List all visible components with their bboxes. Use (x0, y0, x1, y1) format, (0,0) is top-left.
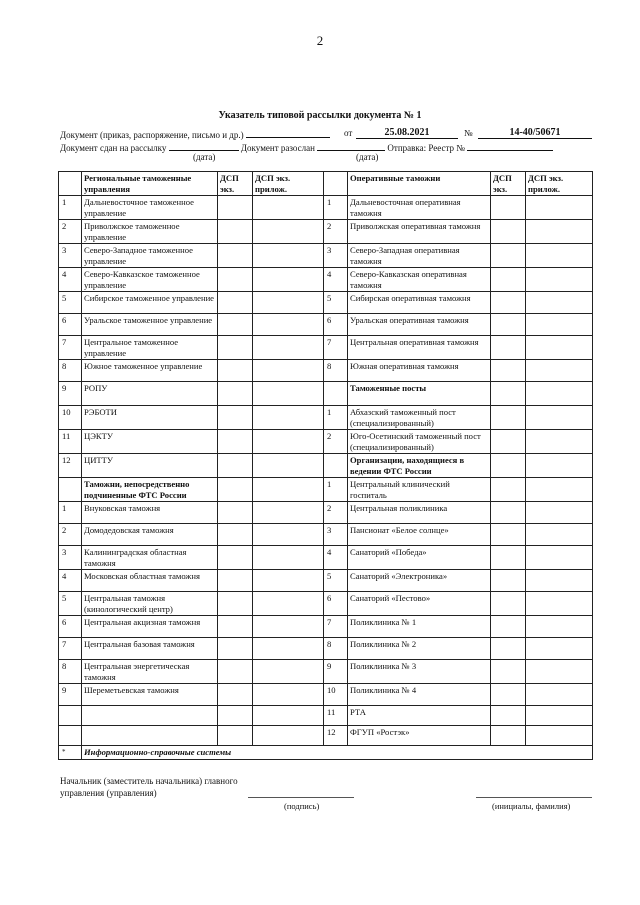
right-dsp-cell (491, 684, 526, 706)
left-row-number: 3 (59, 244, 82, 268)
table-row (59, 502, 593, 524)
sent-date-field (169, 141, 239, 151)
signatory-position: Начальник (заместитель начальника) главного управления (управления) (60, 776, 238, 798)
left-row-number: 2 (59, 524, 82, 546)
left-dsp-cell (218, 454, 253, 478)
left-row-number (59, 726, 82, 746)
right-dsp-appendix-cell (526, 524, 593, 546)
right-row-name: Уральская оперативная таможня (348, 314, 491, 336)
right-dsp-appendix-cell (526, 292, 593, 314)
right-row-name: Северо-Западная оперативная таможня (348, 244, 491, 268)
left-dsp-appendix-cell (253, 726, 324, 746)
right-dsp-cell (491, 454, 526, 478)
left-row-name: Калининградская областная таможня (82, 546, 218, 570)
right-dsp-cell (491, 268, 526, 292)
left-dsp-cell (218, 706, 253, 726)
left-dsp-appendix-cell (253, 244, 324, 268)
left-row-name: Северо-Западное таможенное управление (82, 244, 218, 268)
table-row (59, 592, 593, 616)
right-row-name: Санаторий «Электроника» (348, 570, 491, 592)
table-header-row (59, 172, 593, 196)
left-dsp-cell (218, 244, 253, 268)
right-row-name: Приволжская оперативная таможня (348, 220, 491, 244)
table-row (59, 684, 593, 706)
left-row-number: 7 (59, 638, 82, 660)
left-row-number: 11 (59, 430, 82, 454)
right-row-name: Центральный клинический госпиталь (348, 478, 491, 502)
left-row-name: Южное таможенное управление (82, 360, 218, 382)
left-name-header: Региональные таможенные управления (82, 172, 218, 196)
table-row (59, 524, 593, 546)
document-title: Указатель типовой рассылки документа № 1 (218, 110, 422, 121)
page-number: 2 (316, 33, 324, 48)
right-dsp-cell (491, 406, 526, 430)
left-dsp-appendix-cell (253, 660, 324, 684)
left-row-number: 4 (59, 570, 82, 592)
right-row-number: 6 (324, 592, 348, 616)
right-row-name: Дальневосточная оперативная таможня (348, 196, 491, 220)
table-row (59, 382, 593, 406)
left-dsp-cell (218, 616, 253, 638)
right-row-number: 1 (324, 478, 348, 502)
left-row-number: 7 (59, 336, 82, 360)
left-row-name: Приволжское таможенное управление (82, 220, 218, 244)
left-dsp-cell (218, 660, 253, 684)
right-row-number: 8 (324, 638, 348, 660)
right-name-header: Оперативные таможни (348, 172, 491, 196)
right-row-name: Пансионат «Белое солнце» (348, 524, 491, 546)
left-row-name: ЦИТТУ (82, 454, 218, 478)
left-dsp-appendix-cell (253, 406, 324, 430)
right-dsp-cell (491, 660, 526, 684)
left-dsp-cell (218, 638, 253, 660)
left-dsp-cell (218, 220, 253, 244)
right-row-number: 4 (324, 546, 348, 570)
table-row (59, 314, 593, 336)
right-row-name: Центральная оперативная таможня (348, 336, 491, 360)
left-dsp-appendix-cell (253, 268, 324, 292)
right-dsp-cell (491, 706, 526, 726)
left-dsp-cell (218, 478, 253, 502)
left-row-number: 8 (59, 360, 82, 382)
right-dsp-appendix-cell (526, 638, 593, 660)
left-row-name: Сибирское таможенное управление (82, 292, 218, 314)
left-dsp-appendix-cell (253, 292, 324, 314)
right-row-name: Таможенные посты (348, 382, 491, 406)
right-row-number: 6 (324, 314, 348, 336)
left-dsp-cell (218, 592, 253, 616)
left-dsp-appendix-cell (253, 454, 324, 478)
left-dsp-header: ДСП экз. (218, 172, 253, 196)
right-dsp-appendix-cell (526, 244, 593, 268)
right-dsp-cell (491, 244, 526, 268)
right-row-name: Поликлиника № 4 (348, 684, 491, 706)
doc-number-field: 14-40/50671 (478, 127, 592, 139)
footnote-text: Информационно-справочные системы (82, 746, 593, 760)
signature-caption: (подпись) (284, 801, 320, 811)
registry-label: Реестр № (428, 143, 465, 153)
right-dsp-appendix-cell (526, 314, 593, 336)
left-dsp-cell (218, 726, 253, 746)
dispatch-label: Отправка: (387, 143, 427, 153)
table-row (59, 638, 593, 660)
distribution-table (58, 171, 593, 760)
left-dsp-cell (218, 430, 253, 454)
table-row (59, 726, 593, 746)
left-row-number: 12 (59, 454, 82, 478)
left-row-name: Дальневосточное таможенное управление (82, 196, 218, 220)
left-row-name (82, 706, 218, 726)
left-dsp-cell (218, 292, 253, 314)
left-row-name: Домодедовская таможня (82, 524, 218, 546)
right-dsp-appendix-cell (526, 726, 593, 746)
right-dsp-appendix-cell (526, 406, 593, 430)
table-row (59, 406, 593, 430)
left-dsp-appendix-cell (253, 684, 324, 706)
right-row-name: Санаторий «Победа» (348, 546, 491, 570)
left-row-name (82, 726, 218, 746)
right-row-number: 2 (324, 220, 348, 244)
right-row-name: РТА (348, 706, 491, 726)
name-caption: (инициалы, фамилия) (492, 801, 571, 811)
date-caption-2: (дата) (356, 152, 379, 162)
right-row-number: 12 (324, 726, 348, 746)
left-dsp-cell (218, 502, 253, 524)
distributed-date-field (317, 141, 385, 151)
right-dsp-cell (491, 196, 526, 220)
left-dsp-cell (218, 336, 253, 360)
right-num-header (324, 172, 348, 196)
left-dsp-cell (218, 268, 253, 292)
right-dsp-cell (491, 360, 526, 382)
left-row-number: 10 (59, 406, 82, 430)
right-dsp-cell (491, 292, 526, 314)
left-row-number (59, 706, 82, 726)
left-row-number: 5 (59, 292, 82, 314)
right-row-number: 3 (324, 244, 348, 268)
left-dsp-appendix-cell (253, 360, 324, 382)
right-dsp-appendix-cell (526, 336, 593, 360)
left-dsp-cell (218, 406, 253, 430)
right-row-name: Поликлиника № 2 (348, 638, 491, 660)
table-row (59, 660, 593, 684)
left-row-name: РЭБОТИ (82, 406, 218, 430)
left-row-number: 2 (59, 220, 82, 244)
left-row-number (59, 478, 82, 502)
left-dsp-appendix-cell (253, 430, 324, 454)
left-dsp-appendix-cell (253, 196, 324, 220)
left-row-name: ЦЭКТУ (82, 430, 218, 454)
table-row (59, 292, 593, 314)
right-dsp-cell (491, 524, 526, 546)
footnote-row (59, 746, 593, 760)
right-dsp-appendix-cell (526, 268, 593, 292)
registry-field (467, 141, 553, 151)
left-dsp-cell (218, 684, 253, 706)
left-dsp-appendix-cell (253, 706, 324, 726)
left-dsp-appendix-cell (253, 314, 324, 336)
right-dsp-appendix-cell (526, 454, 593, 478)
left-row-number: 6 (59, 616, 82, 638)
right-dsp-appendix-cell (526, 546, 593, 570)
left-row-number: 9 (59, 684, 82, 706)
table-row (59, 360, 593, 382)
right-row-number: 2 (324, 430, 348, 454)
left-row-name: Центральное таможенное управление (82, 336, 218, 360)
right-row-name: Организации, находящиеся в ведении ФТС России (348, 454, 491, 478)
right-dsp-cell (491, 726, 526, 746)
left-row-name: Шереметьевская таможня (82, 684, 218, 706)
right-dsp-appendix-cell (526, 430, 593, 454)
table-row (59, 336, 593, 360)
left-dsp-appendix-cell (253, 502, 324, 524)
right-row-number: 10 (324, 684, 348, 706)
right-dsp-cell (491, 314, 526, 336)
right-row-number: 11 (324, 706, 348, 726)
left-dsp-cell (218, 196, 253, 220)
left-dsp-cell (218, 360, 253, 382)
left-dsp-appendix-cell (253, 546, 324, 570)
right-dsp-cell (491, 478, 526, 502)
right-row-number (324, 454, 348, 478)
number-label: № (464, 128, 473, 138)
left-dsp-appendix-cell (253, 616, 324, 638)
left-dsp-appendix-cell (253, 524, 324, 546)
name-line (476, 797, 592, 798)
right-row-number: 8 (324, 360, 348, 382)
right-row-number: 7 (324, 336, 348, 360)
sent-line (60, 141, 553, 153)
right-dsp-cell (491, 382, 526, 406)
right-row-number: 5 (324, 570, 348, 592)
left-row-name: Центральная акцизная таможня (82, 616, 218, 638)
table-row (59, 454, 593, 478)
distributed-label: Документ разослан (240, 143, 315, 153)
left-row-name: Центральная таможня (кинологический центр) (82, 592, 218, 616)
left-row-name: Северо-Кавказское таможенное управление (82, 268, 218, 292)
right-dsp-appendix-cell (526, 360, 593, 382)
right-dsp-cell (491, 570, 526, 592)
right-dsp-appendix-cell (526, 660, 593, 684)
right-dsp-cell (491, 502, 526, 524)
right-row-number: 5 (324, 292, 348, 314)
right-dsp-appendix-cell (526, 382, 593, 406)
left-row-number: 1 (59, 196, 82, 220)
table-row (59, 196, 593, 220)
right-dsp-appendix-cell (526, 616, 593, 638)
table-row (59, 570, 593, 592)
left-dsp-cell (218, 546, 253, 570)
doc-type-field (246, 128, 330, 138)
signature-line (248, 797, 354, 798)
left-dsp-appendix-cell (253, 638, 324, 660)
table-row (59, 478, 593, 502)
right-row-number: 9 (324, 660, 348, 684)
right-row-name: Северо-Кавказская оперативная таможня (348, 268, 491, 292)
doc-line (60, 128, 330, 140)
left-dsp-appendix-cell (253, 592, 324, 616)
right-row-number: 3 (324, 524, 348, 546)
left-dsp-appendix-header: ДСП экз. прилож. (253, 172, 324, 196)
right-dsp-appendix-header: ДСП экз. прилож. (526, 172, 593, 196)
left-dsp-cell (218, 314, 253, 336)
table-row (59, 268, 593, 292)
right-row-name: Поликлиника № 3 (348, 660, 491, 684)
left-row-name: Московская областная таможня (82, 570, 218, 592)
left-dsp-appendix-cell (253, 382, 324, 406)
doc-label: Документ (приказ, распоряжение, письмо и др.) (60, 130, 244, 140)
right-dsp-cell (491, 430, 526, 454)
right-dsp-cell (491, 638, 526, 660)
right-dsp-cell (491, 546, 526, 570)
right-dsp-cell (491, 220, 526, 244)
right-row-name: Сибирская оперативная таможня (348, 292, 491, 314)
right-dsp-cell (491, 616, 526, 638)
right-dsp-header: ДСП экз. (491, 172, 526, 196)
sent-label: Документ сдан на рассылку (60, 143, 167, 153)
right-dsp-appendix-cell (526, 706, 593, 726)
left-row-name: Таможни, непосредственно подчиненные ФТС России (82, 478, 218, 502)
right-dsp-appendix-cell (526, 196, 593, 220)
right-dsp-appendix-cell (526, 478, 593, 502)
table-row (59, 244, 593, 268)
left-row-name: Центральная базовая таможня (82, 638, 218, 660)
left-row-name: Центральная энергетическая таможня (82, 660, 218, 684)
right-row-name: Поликлиника № 1 (348, 616, 491, 638)
right-row-name: Южная оперативная таможня (348, 360, 491, 382)
date-caption-1: (дата) (193, 152, 216, 162)
left-dsp-appendix-cell (253, 478, 324, 502)
right-dsp-appendix-cell (526, 570, 593, 592)
left-dsp-cell (218, 524, 253, 546)
left-row-number: 9 (59, 382, 82, 406)
left-dsp-appendix-cell (253, 570, 324, 592)
right-row-number: 7 (324, 616, 348, 638)
right-row-number (324, 382, 348, 406)
table-row (59, 616, 593, 638)
right-dsp-appendix-cell (526, 684, 593, 706)
from-label: от (344, 128, 353, 138)
right-row-number: 1 (324, 406, 348, 430)
left-row-number: 3 (59, 546, 82, 570)
doc-date-field: 25.08.2021 (356, 127, 458, 139)
right-dsp-appendix-cell (526, 502, 593, 524)
table-row (59, 430, 593, 454)
footnote-mark: * (59, 746, 82, 760)
left-row-number: 5 (59, 592, 82, 616)
right-dsp-cell (491, 592, 526, 616)
left-row-number: 4 (59, 268, 82, 292)
right-row-name: Центральная поликлиника (348, 502, 491, 524)
left-row-number: 8 (59, 660, 82, 684)
table-row (59, 220, 593, 244)
table-row (59, 546, 593, 570)
right-dsp-appendix-cell (526, 592, 593, 616)
right-row-number: 4 (324, 268, 348, 292)
right-row-name: Юго-Осетинский таможенный пост (специализированный) (348, 430, 491, 454)
right-row-name: Абхазский таможенный пост (специализированный) (348, 406, 491, 430)
right-row-name: ФГУП «Ростэк» (348, 726, 491, 746)
left-row-name: РОПУ (82, 382, 218, 406)
right-dsp-cell (491, 336, 526, 360)
right-dsp-appendix-cell (526, 220, 593, 244)
left-dsp-cell (218, 382, 253, 406)
table-row (59, 706, 593, 726)
left-row-name: Внуковская таможня (82, 502, 218, 524)
right-row-name: Санаторий «Пестово» (348, 592, 491, 616)
right-row-number: 2 (324, 502, 348, 524)
left-num-header (59, 172, 82, 196)
left-row-name: Уральское таможенное управление (82, 314, 218, 336)
left-dsp-appendix-cell (253, 336, 324, 360)
left-row-number: 6 (59, 314, 82, 336)
right-row-number: 1 (324, 196, 348, 220)
left-row-number: 1 (59, 502, 82, 524)
left-dsp-cell (218, 570, 253, 592)
left-dsp-appendix-cell (253, 220, 324, 244)
